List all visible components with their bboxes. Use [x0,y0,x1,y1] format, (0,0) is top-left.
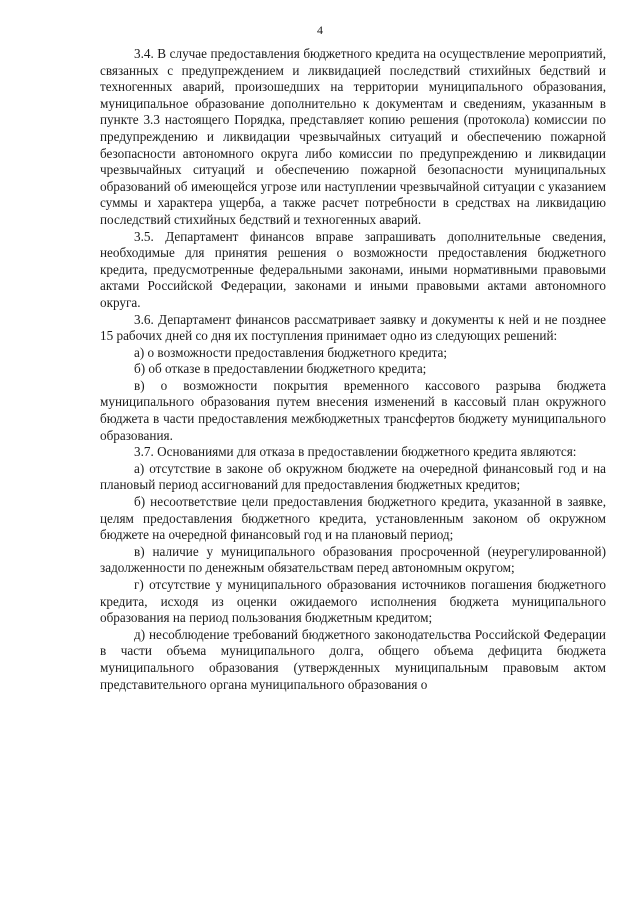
list-item-3-6-a: а) о возможности предоставления бюджетного кредита; [134,344,448,360]
list-item-3-7-g: г) отсутствие у муниципального образования источников погашения бюджетного кредита, исходя из оценки ожидаемого исполнения бюджета муниципального образования на период пользования бюджетным кредитом; [100,577,606,626]
paragraph-3-7: 3.7. Основаниями для отказа в предоставлении бюджетного кредита являются: [134,444,577,460]
page-number: 4 [317,23,323,37]
list-item-3-7-b: б) несоответствие цели предоставления бюджетного кредита, указанной в заявке, целям предоставления бюджетного кредита, установленным законом об окружном бюджете на очередной финансовый год и на плановый период; [100,494,606,543]
list-item-3-6-b: б) об отказе в предоставлении бюджетного кредита; [134,361,427,377]
paragraph-3-5: 3.5. Департамент финансов вправе запрашивать дополнительные сведения, необходимые для принятия решения о возможности предоставления бюджетного кредита, предусмотренные федеральными законами, иными нормативными правовыми актами Российской Федерации, законами и иными правовыми актами автономного округа. [100,228,606,310]
paragraph-3-4: 3.4. В случае предоставления бюджетного кредита на осуществление мероприятий, связанных с предупреждением и ликвидацией последствий стихийных бедствий и техногенных аварий, произошедших на территории муниципального образования, муниципальное образование дополнительно к документам и сведениям, указанным в пункте 3.3 настоящего Порядка, представляет копию решения (протокола) комиссии по предупреждению и ликвидации чрезвычайных ситуаций и обеспечению пожарной безопасности автономного округа либо комиссии по предупреждению и ликвидации чрезвычайных ситуаций и обеспечению пожарной безопасности муниципальных образований об имеющейся угрозе или наступлении чрезвычайной ситуации с указанием суммы и характера ущерба, а также расчет потребности в средствах на ликвидацию последствий стихийных бедствий и техногенных аварий. [100,46,606,227]
list-item-3-7-v: в) наличие у муниципального образования просроченной (неурегулированной) задолженности по денежным обязательствам перед автономным округом; [100,543,606,576]
document-body [100,46,606,693]
paragraph-3-6: 3.6. Департамент финансов рассматривает заявку и документы к ней и не позднее 15 рабочих дней со дня их поступления принимает одно из следующих решений: [100,311,606,344]
list-item-3-7-a: а) отсутствие в законе об окружном бюджете на очередной финансовый год и на плановый период ассигнований для предоставления бюджетных кредитов; [100,460,606,493]
list-item-3-6-v: в) о возможности покрытия временного кассового разрыва бюджета муниципального образования путем внесения изменений в кассовый план окружного бюджета в части предоставления межбюджетных трансфертов бюджету муниципального образования. [100,377,606,443]
list-item-3-7-d: д) несоблюдение требований бюджетного законодательства Российской Федерации в части объема муниципального долга, общего объема дефицита бюджета муниципального образования (утвержденных муниципальным правовым актом представительного органа муниципального образования о [100,626,606,692]
